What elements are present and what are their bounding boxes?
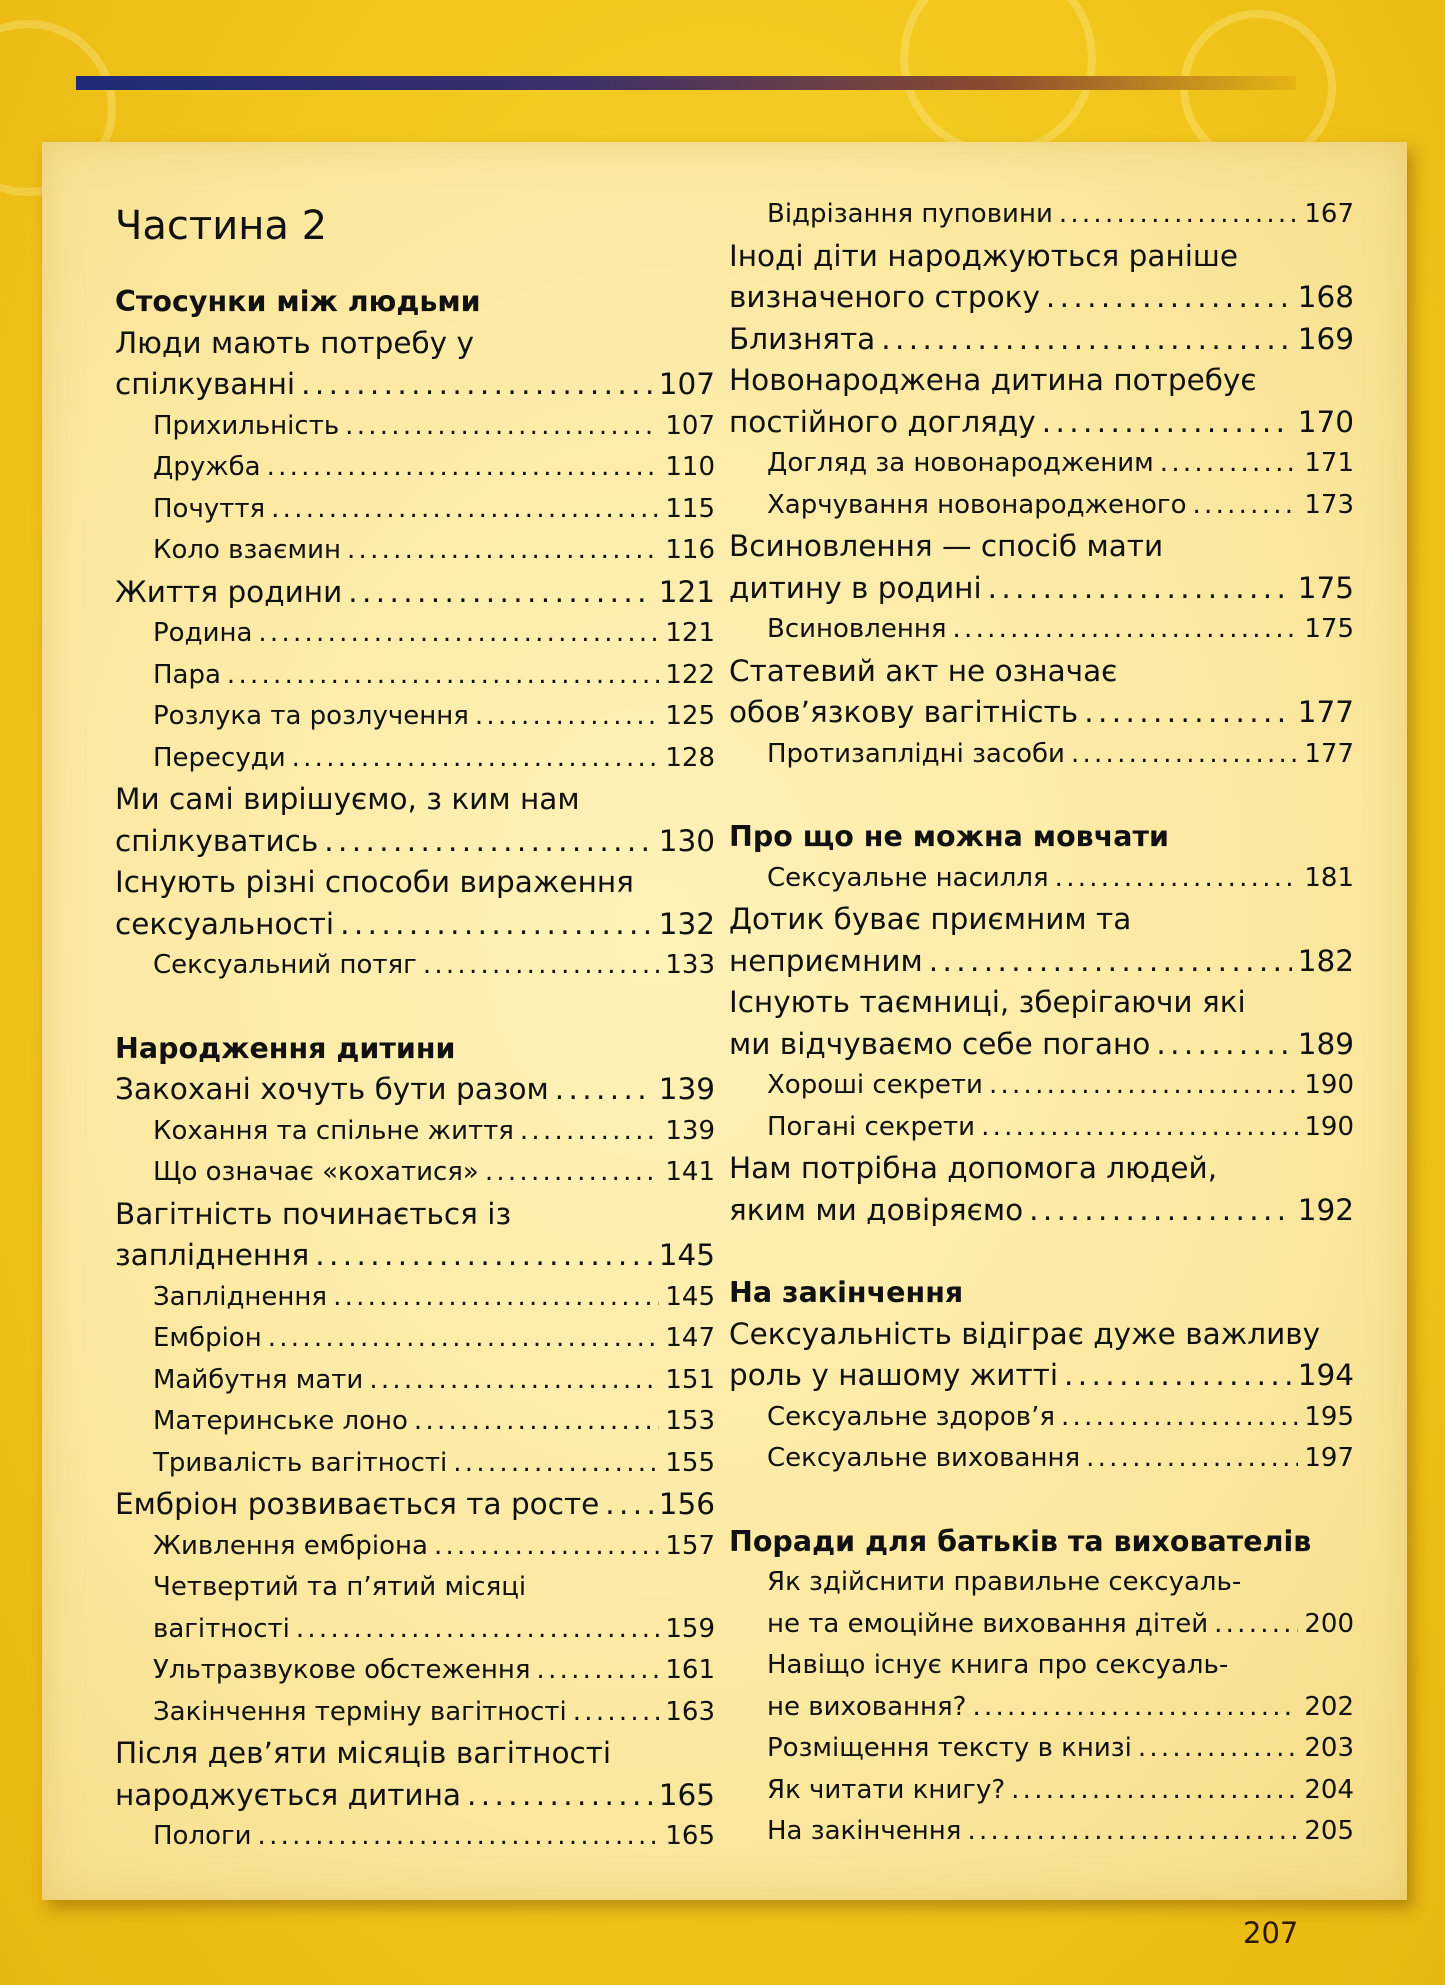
toc-entry-title: запліднення bbox=[115, 1238, 310, 1272]
toc-entry-title: Розміщення тексту в книзі bbox=[767, 1733, 1132, 1763]
toc-page-number: 169 bbox=[1297, 321, 1354, 356]
dot-leader bbox=[1084, 692, 1291, 734]
dot-leader bbox=[953, 609, 1299, 651]
toc-entry[interactable] bbox=[115, 1152, 715, 1194]
toc-page-number: 128 bbox=[665, 742, 715, 773]
toc-page-number: 181 bbox=[1304, 862, 1354, 893]
toc-entry-title: Пологи bbox=[153, 1821, 252, 1851]
toc-page-number: 147 bbox=[665, 1323, 715, 1353]
toc-entry-title: Харчування новонародженого bbox=[767, 489, 1187, 520]
toc-entry-title: Люди мають потребу у bbox=[115, 325, 474, 360]
toc-entry[interactable] bbox=[729, 1107, 1354, 1149]
toc-page-number: 130 bbox=[658, 823, 715, 858]
toc-page-number: 204 bbox=[1304, 1774, 1354, 1805]
toc-page-number: 110 bbox=[665, 452, 715, 482]
toc-entry-title: яким ми довіряємо bbox=[729, 1192, 1024, 1227]
toc-entry-title: не та емоційне виховання дітей bbox=[767, 1608, 1209, 1639]
toc-entry-title: Іноді діти народжуються раніше bbox=[729, 238, 1239, 273]
toc-entry-title: Протизаплідні засоби bbox=[767, 738, 1065, 769]
dot-leader bbox=[1156, 1024, 1291, 1066]
toc-entry[interactable] bbox=[729, 1687, 1354, 1729]
toc-page-number: 159 bbox=[665, 1613, 715, 1644]
toc-page-number: 153 bbox=[665, 1406, 715, 1436]
toc-entry[interactable] bbox=[729, 194, 1354, 236]
dot-leader bbox=[537, 1650, 660, 1692]
toc-section bbox=[729, 194, 1354, 775]
toc-entry[interactable] bbox=[729, 609, 1354, 651]
toc-section bbox=[729, 816, 1354, 1231]
toc-entry[interactable] bbox=[115, 1194, 715, 1236]
toc-entry[interactable] bbox=[729, 1438, 1354, 1480]
toc-entry[interactable] bbox=[729, 402, 1354, 444]
toc-entry[interactable] bbox=[729, 1148, 1354, 1190]
toc-entry-title: Як читати книгу? bbox=[767, 1774, 1006, 1805]
toc-entry[interactable] bbox=[115, 1484, 715, 1526]
section-spacer bbox=[729, 775, 1354, 816]
toc-entry[interactable] bbox=[115, 1111, 715, 1153]
part-title: Частина 2 bbox=[115, 203, 328, 249]
toc-entry[interactable] bbox=[115, 1401, 715, 1443]
toc-entry-title: Ембріон bbox=[153, 1323, 262, 1353]
toc-entry-title: Родина bbox=[153, 618, 253, 648]
dot-leader bbox=[1029, 1190, 1292, 1232]
toc-entry[interactable] bbox=[729, 568, 1354, 610]
toc-entry-title: вагітності bbox=[153, 1613, 290, 1644]
dot-leader bbox=[989, 1065, 1298, 1107]
section-title: Стосунки між людьми bbox=[115, 285, 481, 318]
dot-leader bbox=[1046, 277, 1292, 319]
toc-entry-title: Погані секрети bbox=[767, 1111, 976, 1142]
toc-entry-title: Кохання та спільне життя bbox=[153, 1115, 514, 1146]
toc-page-number: 116 bbox=[665, 535, 715, 565]
toc-entry-title: спілкуватись bbox=[115, 823, 319, 858]
toc-entry[interactable] bbox=[729, 941, 1354, 983]
toc-entry-title: Новонароджена дитина потребує bbox=[729, 363, 1257, 397]
dot-leader bbox=[1011, 1770, 1298, 1812]
dot-leader bbox=[972, 1687, 1298, 1729]
dot-leader bbox=[434, 1526, 659, 1568]
toc-entry-title: Запліднення bbox=[153, 1281, 328, 1312]
toc-entry-title: На закінчення bbox=[767, 1816, 962, 1846]
toc-entry-title: Існують таємниці, зберігаючи які bbox=[729, 985, 1246, 1019]
toc-entry-title: дитину в родині bbox=[729, 570, 982, 605]
dot-leader bbox=[369, 1360, 659, 1402]
toc-entry[interactable] bbox=[115, 572, 715, 614]
toc-entry[interactable] bbox=[115, 613, 715, 655]
toc-entry[interactable] bbox=[729, 443, 1354, 485]
toc-entry[interactable] bbox=[115, 1692, 715, 1734]
toc-page-number: 155 bbox=[665, 1447, 715, 1478]
toc-entry[interactable] bbox=[729, 1770, 1354, 1812]
toc-entry[interactable] bbox=[729, 1811, 1354, 1853]
toc-entry-title: Тривалість вагітності bbox=[153, 1447, 448, 1478]
toc-section bbox=[115, 281, 715, 987]
dot-leader bbox=[345, 406, 659, 448]
toc-page-number: 107 bbox=[665, 410, 715, 441]
toc-entry-title: Навіщо існує книга про сексуаль- bbox=[767, 1650, 1229, 1680]
dot-leader bbox=[929, 941, 1292, 983]
toc-entry[interactable] bbox=[115, 1567, 715, 1609]
page-number: 207 bbox=[1243, 1916, 1299, 1950]
toc-page-number: 182 bbox=[1297, 943, 1354, 978]
toc-entry-title: Статевий акт не означає bbox=[729, 653, 1118, 688]
toc-entry[interactable] bbox=[115, 904, 715, 946]
toc-entry-title: Сексуальне насилля bbox=[767, 862, 1049, 893]
dot-leader bbox=[258, 1816, 660, 1858]
toc-page-number: 192 bbox=[1297, 1192, 1354, 1227]
toc-page-number: 205 bbox=[1304, 1816, 1354, 1846]
toc-page-number: 165 bbox=[658, 1777, 715, 1812]
toc-entry-title: постійного догляду bbox=[729, 404, 1036, 439]
dot-leader bbox=[520, 1111, 659, 1153]
dot-leader bbox=[1071, 734, 1298, 776]
dot-leader bbox=[1193, 485, 1299, 527]
toc-entry[interactable] bbox=[729, 734, 1354, 776]
toc-entry-title: Існують різні способи вираження bbox=[115, 865, 634, 899]
toc-entry-title: Як здійснити правильне сексуаль- bbox=[767, 1567, 1242, 1597]
toc-entry[interactable] bbox=[729, 1314, 1354, 1356]
toc-entry-title: обов’язкову вагітність bbox=[729, 695, 1079, 729]
toc-entry[interactable] bbox=[729, 1024, 1354, 1066]
toc-entry[interactable] bbox=[729, 982, 1354, 1024]
toc-page-number: 175 bbox=[1304, 614, 1354, 644]
toc-page-number: 190 bbox=[1304, 1070, 1354, 1100]
toc-section bbox=[729, 1272, 1354, 1480]
toc-entry[interactable] bbox=[115, 1733, 715, 1775]
toc-entry[interactable] bbox=[729, 319, 1354, 361]
toc-page-number: 145 bbox=[665, 1281, 715, 1312]
toc-entry[interactable] bbox=[729, 360, 1354, 402]
toc-page-number: 173 bbox=[1304, 489, 1354, 520]
toc-entry[interactable] bbox=[729, 651, 1354, 693]
toc-entry-title: Прихильність bbox=[153, 410, 340, 441]
toc-entry[interactable] bbox=[115, 945, 715, 987]
toc-page-number: 133 bbox=[665, 950, 715, 980]
dot-leader bbox=[1214, 1604, 1298, 1646]
toc-entry[interactable] bbox=[115, 1775, 715, 1817]
toc-entry[interactable] bbox=[115, 323, 715, 365]
toc-entry-title: Що означає «кохатися» bbox=[153, 1157, 479, 1187]
toc-entry[interactable] bbox=[115, 1318, 715, 1360]
dot-leader bbox=[1061, 1397, 1298, 1439]
toc-page-number: 189 bbox=[1297, 1026, 1354, 1061]
toc-entry[interactable] bbox=[729, 1065, 1354, 1107]
toc-entry[interactable] bbox=[729, 485, 1354, 527]
toc-page-number: 195 bbox=[1304, 1401, 1354, 1432]
toc-entry-title: Відрізання пуповини bbox=[767, 199, 1053, 229]
section-spacer bbox=[729, 1231, 1354, 1272]
toc-entry-title: Дружба bbox=[153, 452, 261, 482]
dot-leader bbox=[340, 904, 653, 946]
toc-entry[interactable] bbox=[115, 1526, 715, 1568]
toc-page-number: 177 bbox=[1297, 695, 1354, 729]
dot-leader bbox=[315, 1235, 652, 1277]
toc-entry-title: Ультразвукове обстеження bbox=[153, 1655, 531, 1685]
dot-leader bbox=[268, 1318, 660, 1360]
section-title: Народження дитини bbox=[115, 1031, 456, 1065]
toc-entry-title: Почуття bbox=[153, 493, 266, 524]
toc-page-number: 141 bbox=[665, 1157, 715, 1187]
toc-entry-title: Сексуальність відіграє дуже важливу bbox=[729, 1316, 1321, 1351]
toc-entry-title: Четвертий та п’ятий місяці bbox=[153, 1572, 527, 1602]
toc-entry-title: спілкуванні bbox=[115, 367, 296, 401]
toc-entry[interactable] bbox=[729, 1397, 1354, 1439]
toc-page-number: 145 bbox=[658, 1238, 715, 1272]
toc-page-number: 170 bbox=[1297, 404, 1354, 439]
toc-entry[interactable] bbox=[115, 1650, 715, 1692]
dot-leader bbox=[1059, 194, 1299, 236]
dot-leader bbox=[271, 489, 659, 531]
top-gradient-bar bbox=[76, 76, 1296, 90]
toc-entry[interactable] bbox=[115, 406, 715, 448]
dot-leader bbox=[1064, 1355, 1292, 1397]
toc-section bbox=[729, 1521, 1354, 1853]
dot-leader bbox=[324, 821, 652, 863]
toc-page-number: 177 bbox=[1304, 738, 1354, 769]
dot-leader bbox=[347, 530, 659, 572]
toc-entry[interactable] bbox=[115, 530, 715, 572]
toc-entry-title: Близнята bbox=[729, 321, 876, 356]
dot-leader bbox=[292, 738, 660, 780]
dot-leader bbox=[423, 945, 660, 987]
dot-leader bbox=[453, 1443, 659, 1485]
toc-entry[interactable] bbox=[115, 738, 715, 780]
toc-entry-title: Після дев’яти місяців вагітності bbox=[115, 1736, 612, 1770]
toc-page-number: 121 bbox=[665, 618, 715, 648]
toc-page-number: 167 bbox=[1304, 199, 1354, 229]
toc-page-number: 197 bbox=[1304, 1443, 1354, 1473]
toc-entry-title: сексуальності bbox=[115, 906, 335, 941]
toc-entry[interactable] bbox=[729, 526, 1354, 568]
toc-page-number: 115 bbox=[665, 493, 715, 524]
toc-page-number: 157 bbox=[665, 1530, 715, 1561]
toc-entry-title: Ембріон розвивається та росте bbox=[115, 1487, 600, 1521]
toc-entry[interactable] bbox=[729, 692, 1354, 734]
dot-leader bbox=[1042, 402, 1292, 444]
toc-entry[interactable] bbox=[115, 489, 715, 531]
dot-leader bbox=[1086, 1438, 1298, 1480]
toc-page-number: 171 bbox=[1304, 448, 1354, 478]
dot-leader bbox=[881, 319, 1291, 361]
dot-leader bbox=[258, 613, 659, 655]
dot-leader bbox=[267, 447, 660, 489]
toc-entry-title: Ми самі вирішуємо, з ким нам bbox=[115, 782, 580, 816]
dot-leader bbox=[485, 1152, 660, 1194]
dot-leader bbox=[475, 696, 659, 738]
dot-leader bbox=[573, 1692, 660, 1734]
section-spacer bbox=[115, 987, 715, 1028]
toc-entry-title: Розлука та розлучення bbox=[153, 701, 469, 731]
toc-left-column bbox=[115, 186, 715, 1858]
dot-leader bbox=[333, 1277, 659, 1319]
toc-entry-title: Майбутня мати bbox=[153, 1364, 364, 1395]
toc-page-number: 168 bbox=[1297, 280, 1354, 314]
toc-entry[interactable] bbox=[115, 779, 715, 821]
toc-page-number: 151 bbox=[665, 1364, 715, 1395]
toc-entry-title: Закохані хочуть бути разом bbox=[115, 1072, 549, 1106]
toc-entry[interactable] bbox=[729, 1562, 1354, 1604]
dot-leader bbox=[414, 1401, 659, 1443]
toc-entry[interactable] bbox=[115, 1235, 715, 1277]
toc-entry-title: Життя родини bbox=[115, 574, 343, 609]
section-title: На закінчення bbox=[729, 1276, 964, 1309]
toc-entry-title: ми відчуваємо себе погано bbox=[729, 1026, 1151, 1061]
dot-leader bbox=[555, 1069, 653, 1111]
toc-entry-title: Всиновлення — спосіб мати bbox=[729, 529, 1164, 563]
toc-entry-title: визначеного строку bbox=[729, 280, 1040, 314]
toc-entry-title: Сексуальне виховання bbox=[767, 1443, 1081, 1473]
toc-page-number: 203 bbox=[1304, 1733, 1354, 1763]
toc-entry[interactable] bbox=[115, 364, 715, 406]
dot-leader bbox=[348, 572, 652, 614]
dot-leader bbox=[1138, 1728, 1299, 1770]
dot-leader bbox=[296, 1609, 660, 1651]
section-title: Поради для батьків та вихователів bbox=[729, 1524, 1312, 1558]
toc-entry-title: Пара bbox=[153, 659, 221, 690]
toc-page-number: 125 bbox=[665, 701, 715, 731]
toc-entry-title: роль у нашому житті bbox=[729, 1358, 1059, 1392]
toc-page-number: 122 bbox=[665, 659, 715, 690]
toc-entry[interactable] bbox=[115, 1069, 715, 1111]
toc-entry[interactable] bbox=[729, 1604, 1354, 1646]
section-spacer bbox=[729, 1480, 1354, 1521]
toc-page-number: 194 bbox=[1297, 1358, 1354, 1392]
toc-page-number: 163 bbox=[665, 1696, 715, 1727]
dot-leader bbox=[605, 1484, 652, 1526]
toc-section bbox=[115, 1028, 715, 1858]
toc-entry[interactable] bbox=[729, 899, 1354, 941]
toc-entry[interactable] bbox=[115, 821, 715, 863]
toc-entry-title: Материнське лоно bbox=[153, 1406, 408, 1436]
toc-entry-title: Сексуальне здоров’я bbox=[767, 1401, 1056, 1432]
toc-entry[interactable] bbox=[115, 1816, 715, 1858]
toc-page-number: 121 bbox=[658, 574, 715, 609]
toc-page-number: 156 bbox=[658, 1487, 715, 1521]
toc-entry-title: Пересуди bbox=[153, 742, 286, 773]
toc-entry[interactable] bbox=[729, 236, 1354, 278]
section-title: Про що не можна мовчати bbox=[729, 820, 1169, 853]
toc-entry[interactable] bbox=[729, 1355, 1354, 1397]
toc-entry-title: неприємним bbox=[729, 943, 923, 978]
toc-entry-title: Всиновлення bbox=[767, 614, 947, 644]
toc-right-column bbox=[729, 194, 1354, 1853]
dot-leader bbox=[981, 1107, 1298, 1149]
toc-entry-title: Закінчення терміну вагітності bbox=[153, 1696, 567, 1727]
toc-entry-title: не виховання? bbox=[767, 1691, 967, 1722]
toc-entry[interactable] bbox=[729, 1645, 1354, 1687]
toc-entry[interactable] bbox=[115, 1277, 715, 1319]
toc-entry-title: Догляд за новонародженим bbox=[767, 448, 1154, 478]
toc-entry-title: Нам потрібна допомога людей, bbox=[729, 1151, 1218, 1185]
toc-entry[interactable] bbox=[115, 447, 715, 489]
toc-entry[interactable] bbox=[729, 1190, 1354, 1232]
toc-page-number: 202 bbox=[1304, 1691, 1354, 1722]
toc-paper bbox=[42, 142, 1407, 1900]
toc-entry-title: Дотик буває приємним та bbox=[729, 902, 1132, 936]
toc-entry-title: Коло взаємин bbox=[153, 535, 342, 565]
toc-entry[interactable] bbox=[729, 1728, 1354, 1770]
toc-page-number: 190 bbox=[1304, 1111, 1354, 1142]
toc-entry-title: Вагітність починається із bbox=[115, 1196, 512, 1231]
toc-entry-title: Живлення ембріона bbox=[153, 1530, 428, 1561]
dot-leader bbox=[301, 364, 653, 406]
toc-page-number: 139 bbox=[658, 1072, 715, 1106]
dot-leader bbox=[967, 1811, 1298, 1853]
toc-page-number: 107 bbox=[658, 367, 715, 401]
toc-entry-title: народжується дитина bbox=[115, 1777, 461, 1812]
toc-entry[interactable] bbox=[115, 655, 715, 697]
toc-entry[interactable] bbox=[115, 1360, 715, 1402]
dot-leader bbox=[227, 655, 659, 697]
toc-entry[interactable] bbox=[115, 1609, 715, 1651]
toc-page-number: 200 bbox=[1304, 1608, 1354, 1639]
toc-page-number: 161 bbox=[665, 1655, 715, 1685]
toc-entry-title: Хороші секрети bbox=[767, 1070, 983, 1100]
toc-page-number: 132 bbox=[658, 906, 715, 941]
toc-page-number: 165 bbox=[665, 1821, 715, 1851]
dot-leader bbox=[1055, 858, 1299, 900]
dot-leader bbox=[467, 1775, 653, 1817]
toc-entry[interactable] bbox=[115, 1443, 715, 1485]
toc-entry[interactable] bbox=[729, 277, 1354, 319]
toc-entry[interactable] bbox=[115, 696, 715, 738]
toc-entry-title: Сексуальний потяг bbox=[153, 950, 417, 980]
toc-entry[interactable] bbox=[115, 862, 715, 904]
toc-page-number: 175 bbox=[1297, 570, 1354, 605]
toc-entry[interactable] bbox=[729, 858, 1354, 900]
dot-leader bbox=[988, 568, 1292, 610]
toc-page-number: 139 bbox=[665, 1115, 715, 1146]
dot-leader bbox=[1160, 443, 1299, 485]
